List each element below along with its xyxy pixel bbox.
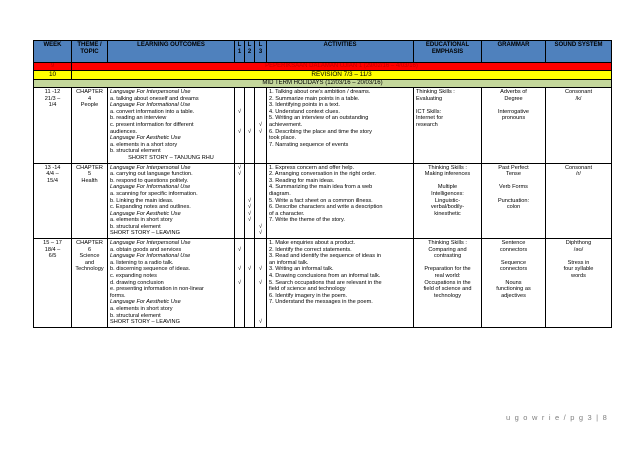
check-mark — [257, 273, 264, 280]
grammar-line: Adverbs of — [500, 89, 527, 95]
sound-cell — [546, 88, 612, 164]
emphasis-cell — [414, 163, 482, 239]
check-mark: √ — [247, 128, 252, 135]
outcome-line: b. discerning sequence of ideas. — [110, 266, 191, 273]
outcome-line: Language For Interpersonal Use — [110, 89, 191, 95]
outcome-line: b. structural element — [110, 312, 161, 319]
check-mark: √ — [237, 171, 242, 178]
check-mark: √ — [258, 128, 263, 135]
activity-line: 7. Narrating sequence of events — [269, 141, 349, 148]
week-cell — [34, 239, 72, 328]
activity-line: 1. Make enquiries about a product. — [269, 240, 356, 247]
holiday-row — [34, 80, 612, 88]
activity-line: 2. Summarize main points in a table. — [269, 95, 360, 102]
week-row — [34, 163, 612, 239]
activity-line: 4. Drawing conclusions from an informal talk. — [269, 273, 381, 280]
grammar-line: Past Perfect — [498, 164, 529, 171]
activity-line: an informal talk. — [269, 259, 309, 266]
header-activities: ACTIVITIES — [267, 41, 414, 63]
check-mark — [257, 191, 264, 198]
outcome-line: a. scanning for specific information. — [110, 190, 198, 197]
check-mark: √ — [258, 230, 263, 237]
week-cell — [34, 163, 72, 239]
activity-line: took place. — [269, 135, 297, 142]
check-mark — [237, 293, 242, 300]
sound-line: Consonant — [564, 164, 593, 171]
grammar-line: Sequence — [500, 259, 527, 266]
outcome-line: c. expanding notes — [110, 273, 157, 280]
check-mark — [237, 178, 242, 185]
activity-line: 4. Understand context clues. — [269, 108, 340, 115]
theme-cell — [72, 239, 108, 328]
outcome-line: b. structural element — [110, 148, 161, 155]
emphasis-line: Thinking Skills : — [428, 240, 467, 247]
sound-line: /r/ — [576, 171, 581, 178]
check-mark — [237, 102, 242, 109]
check-mark — [257, 204, 264, 211]
outcome-line: Language For Informational Use — [110, 253, 191, 260]
week-line: 13 -14 — [44, 164, 61, 171]
grammar-line: adjectives — [501, 292, 526, 299]
check-mark — [247, 319, 252, 326]
week-line: 11 -12 — [44, 89, 61, 95]
holiday-text: MID TERM HOLIDAYS (12/03/16 – 20/03/16) — [34, 80, 612, 88]
check-mark — [247, 102, 252, 109]
check-mark — [237, 122, 242, 129]
emphasis-line — [416, 260, 479, 267]
outcome-line: b. Linking the main ideas. — [110, 197, 174, 204]
grammar-line: functioning as — [496, 286, 531, 293]
emphasis-line: field of science and — [423, 286, 472, 293]
check-mark — [247, 224, 252, 231]
week-line: 21/3 – — [44, 95, 61, 102]
outcome-line: Language For Informational Use — [110, 102, 191, 109]
emphasis-line: Thinking Skills : — [416, 89, 455, 95]
outcome-line: a. carrying out language function. — [110, 171, 193, 178]
l3-cell — [255, 163, 267, 239]
outcome-line: b. respond to questions politely. — [110, 177, 189, 184]
header-l3: L 3 — [255, 41, 267, 63]
outcome-line: d. drawing conclusion — [110, 279, 164, 286]
grammar-line: colon — [506, 204, 521, 211]
theme-line: CHAPTER — [76, 89, 103, 95]
theme-line: Science — [79, 253, 100, 260]
check-mark: √ — [247, 210, 252, 217]
emphasis-line: Thinking Skills : — [428, 164, 467, 171]
check-mark — [237, 89, 242, 96]
emphasis-line: Intelligences: — [431, 190, 464, 197]
header-theme: THEME / TOPIC — [72, 41, 108, 63]
week-line: 1/4 — [48, 102, 57, 109]
week-row — [34, 88, 612, 164]
check-mark — [237, 191, 242, 198]
emphasis-cell — [414, 88, 482, 164]
check-mark — [257, 247, 264, 254]
exam-text: PEPERIKSAAN DALAMAN UJIAN 1 (29/02/16 – 4/03/16) — [72, 63, 612, 71]
emphasis-line: Making inferences — [424, 171, 471, 178]
outcome-line: a. talking about oneself and dreams — [110, 95, 199, 102]
check-mark — [237, 286, 242, 293]
grammar-cell — [482, 88, 546, 164]
sound-line: four syllable — [563, 266, 594, 273]
activity-line: 6. Identify imagery in the poem. — [269, 292, 348, 299]
check-mark: √ — [237, 279, 242, 286]
check-mark — [247, 184, 252, 191]
week-line: 6/5 — [48, 253, 57, 260]
theme-line: CHAPTER — [76, 164, 103, 171]
grammar-cell — [482, 163, 546, 239]
outcome-line: a. elements in short story — [110, 217, 173, 224]
check-mark: √ — [247, 204, 252, 211]
activity-line: 6. Describe characters and write a description — [269, 204, 383, 211]
check-mark: √ — [247, 266, 252, 273]
check-mark — [257, 171, 264, 178]
check-mark — [247, 253, 252, 260]
week-line: 18/4 – — [44, 246, 61, 253]
revision-row — [34, 71, 612, 80]
week-row — [34, 239, 612, 328]
activities-cell — [267, 239, 414, 328]
activity-line: 3. Read and identify the sequence of ideas in — [269, 253, 381, 260]
check-mark — [237, 319, 242, 326]
outcome-line: c. present information for different — [110, 121, 194, 128]
emphasis-line: Internet for — [416, 115, 444, 122]
check-mark — [257, 293, 264, 300]
check-mark — [237, 230, 242, 237]
outcome-line: Language For Aesthetic Use — [110, 299, 181, 306]
outcomes-cell — [108, 239, 235, 328]
sound-line: Stress in — [567, 259, 590, 266]
emphasis-line: Linguistic- — [434, 197, 461, 204]
header-l2: L 2 — [245, 41, 255, 63]
check-mark: √ — [237, 128, 242, 135]
grammar-line: Sentence — [501, 240, 526, 247]
header-l1: L 1 — [235, 41, 245, 63]
check-mark — [237, 299, 242, 306]
outcome-line: Language For Interpersonal Use — [110, 240, 191, 247]
check-mark — [247, 178, 252, 185]
check-mark — [257, 165, 264, 172]
grammar-line — [484, 178, 543, 185]
check-mark — [257, 178, 264, 185]
header-sound-system: SOUND SYSTEM — [546, 41, 612, 63]
outcome-line: a. obtain goods and services — [110, 246, 182, 253]
outcome-line: forms. — [110, 292, 126, 299]
l2-cell — [245, 239, 255, 328]
check-mark — [247, 240, 252, 247]
theme-line: 4 — [87, 95, 92, 102]
check-mark: √ — [247, 197, 252, 204]
outcome-line: a. elements in a short story — [110, 141, 178, 148]
check-mark — [237, 273, 242, 280]
check-mark: √ — [237, 108, 242, 115]
grammar-line — [484, 102, 543, 109]
emphasis-line: research — [416, 121, 438, 128]
grammar-cell — [482, 239, 546, 328]
sound-line: words — [571, 273, 586, 280]
revision-text: REVISION 7/3 – 11/3 — [72, 71, 612, 80]
grammar-line: Interrogative — [497, 108, 530, 115]
outcomes-cell — [108, 163, 235, 239]
check-mark — [257, 211, 264, 218]
activity-line: 3. Reading for main ideas. — [269, 177, 335, 184]
activities-cell — [267, 88, 414, 164]
sound-cell — [546, 163, 612, 239]
check-mark — [237, 240, 242, 247]
l1-cell — [235, 88, 245, 164]
theme-line: 6 — [87, 246, 92, 253]
outcome-line: SHORT STORY – LEAVING — [110, 230, 180, 237]
check-mark: √ — [258, 266, 263, 273]
week-line: 15/4 — [47, 177, 58, 184]
exam-row — [34, 63, 612, 71]
check-mark — [247, 306, 252, 313]
activity-line: achievement. — [269, 121, 303, 128]
theme-line: Health — [81, 177, 98, 184]
check-mark — [247, 165, 252, 172]
outcome-line: b. structural element — [110, 223, 161, 230]
check-mark — [237, 253, 242, 260]
l2-cell — [245, 88, 255, 164]
emphasis-line: Occupations in the — [424, 279, 471, 286]
check-mark — [237, 198, 242, 205]
emphasis-line: Evaluating — [416, 95, 443, 102]
check-mark — [257, 102, 264, 109]
check-mark: √ — [237, 266, 242, 273]
outcome-line: a. elements in short story — [110, 306, 173, 312]
check-mark: √ — [247, 217, 252, 224]
emphasis-line: contrasting — [433, 253, 462, 260]
outcome-line: Language For Interpersonal Use — [110, 164, 191, 171]
grammar-line: pronouns — [501, 115, 526, 122]
sound-line: Consonant — [564, 89, 593, 95]
l3-cell — [255, 239, 267, 328]
grammar-line: Tense — [506, 171, 521, 178]
sound-line: Diphthong — [565, 240, 592, 247]
check-mark — [247, 96, 252, 103]
check-mark — [257, 240, 264, 247]
outcome-line: c. Expanding notes and outlines. — [110, 204, 191, 211]
emphasis-line: ICT Skills: — [416, 108, 442, 115]
check-mark — [247, 230, 252, 237]
activity-line: 3. Identifying points in a text. — [269, 102, 340, 109]
sound-cell — [546, 239, 612, 328]
check-mark: √ — [258, 121, 263, 128]
grammar-line: Nouns — [505, 279, 522, 286]
activity-line: 1. Talking about one's ambition / dreams. — [269, 89, 371, 95]
header-educational-emphasis: EDUCATIONAL EMPHASIS — [414, 41, 482, 63]
emphasis-line: Comparing and — [428, 246, 467, 253]
grammar-line — [484, 253, 543, 260]
outcome-line: b. reading an interview — [110, 115, 167, 122]
week-line: 4/4 – — [46, 171, 59, 178]
activity-line: 1. Express concern and offer help. — [269, 164, 355, 171]
revision-week: 10 — [34, 71, 72, 80]
check-mark: √ — [258, 223, 263, 230]
scheme-of-work-table — [33, 40, 612, 328]
outcome-line: a. convert information into a table. — [110, 108, 195, 115]
activity-line: 2. Identify the correct statements. — [269, 246, 352, 253]
emphasis-line: Preparation for the — [424, 266, 471, 273]
activity-line: 7. Write the theme of the story. — [269, 217, 345, 224]
outcome-line: Language For Aesthetic Use — [110, 135, 181, 142]
week-line: 15 – 17 — [43, 240, 62, 247]
theme-line: CHAPTER — [76, 240, 103, 247]
grammar-line: Degree — [504, 95, 523, 102]
check-mark — [247, 89, 252, 96]
check-mark: √ — [237, 164, 242, 171]
header-grammar: GRAMMAR — [482, 41, 546, 63]
outcome-line: SHORT STORY – LEAVING — [110, 319, 180, 326]
check-mark — [257, 198, 264, 205]
check-mark — [237, 217, 242, 224]
theme-line: 5 — [87, 171, 92, 178]
check-mark — [237, 306, 242, 313]
check-mark — [257, 184, 264, 191]
l1-cell — [235, 239, 245, 328]
header-learning-outcomes: LEARNING OUTCOMES — [108, 41, 235, 63]
table-header-row — [34, 41, 612, 63]
check-mark — [257, 217, 264, 224]
activity-line: 4. Summarizing the main idea from a web — [269, 184, 373, 191]
activity-line: field of science and technology — [269, 286, 346, 293]
theme-line: Technology — [75, 266, 104, 273]
theme-line: and — [84, 259, 95, 266]
grammar-line — [484, 191, 543, 198]
emphasis-line: kinesthetic — [434, 210, 461, 217]
outcome-line: SHORT STORY – TANJUNG RHU — [128, 154, 214, 161]
l2-cell — [245, 163, 255, 239]
check-mark — [237, 204, 242, 211]
check-mark — [237, 211, 242, 218]
check-mark — [257, 89, 264, 96]
check-mark — [247, 313, 252, 320]
check-mark — [247, 273, 252, 280]
activities-cell — [267, 163, 414, 239]
check-mark — [257, 299, 264, 306]
check-mark — [237, 96, 242, 103]
check-mark — [247, 171, 252, 178]
exam-week: 9 — [34, 63, 72, 71]
emphasis-line: verbal/bodily- — [430, 204, 465, 211]
grammar-line — [484, 273, 543, 280]
check-mark — [257, 109, 264, 116]
emphasis-line — [416, 178, 479, 185]
check-mark — [247, 293, 252, 300]
check-mark: √ — [237, 246, 242, 253]
activity-line: 3. Writing an informal talk. — [269, 266, 334, 273]
grammar-line: Verb Forms — [499, 184, 528, 191]
check-mark — [237, 184, 242, 191]
header-week: WEEK — [34, 41, 72, 63]
outcomes-cell — [108, 88, 235, 164]
theme-line: People — [80, 102, 99, 109]
outcome-line: audiences. — [110, 128, 138, 135]
activity-line: diagram. — [269, 190, 291, 197]
check-mark — [247, 115, 252, 122]
grammar-line: Punctuation: — [497, 197, 530, 204]
check-mark — [247, 280, 252, 287]
check-mark — [247, 122, 252, 129]
check-mark — [247, 299, 252, 306]
outcome-line: Language For Aesthetic Use — [110, 210, 181, 217]
page-footer: u g o w r i e / p g 3 | 8 — [506, 413, 608, 422]
activity-line: 5. Write a fact sheet on a common illness. — [269, 197, 373, 204]
week-cell — [34, 88, 72, 164]
check-mark — [257, 253, 264, 260]
check-mark: √ — [258, 279, 263, 286]
check-mark — [237, 115, 242, 122]
check-mark — [247, 286, 252, 293]
check-mark — [257, 115, 264, 122]
theme-cell — [72, 88, 108, 164]
check-mark — [237, 313, 242, 320]
check-mark — [257, 286, 264, 293]
grammar-line: connectors — [499, 246, 528, 253]
outcome-line: a. listening to a radio talk. — [110, 259, 174, 266]
check-mark — [237, 224, 242, 231]
emphasis-line: technology — [433, 292, 462, 299]
activity-line: 6. Describing the place and time the story — [269, 128, 372, 135]
activity-line: 2. Arranging conversation in the right order. — [269, 171, 376, 178]
outcome-line: e. presenting information in non-linear — [110, 286, 204, 293]
emphasis-line — [416, 102, 479, 109]
activity-line: of a character. — [269, 210, 305, 217]
check-mark: √ — [258, 319, 263, 326]
activity-line: 7. Understand the messages in the poem. — [269, 299, 373, 306]
outcome-line: Language For Informational Use — [110, 184, 191, 191]
l1-cell — [235, 163, 245, 239]
check-mark — [257, 306, 264, 313]
emphasis-cell — [414, 239, 482, 328]
check-mark — [257, 96, 264, 103]
theme-cell — [72, 163, 108, 239]
sound-line — [548, 253, 609, 260]
l3-cell — [255, 88, 267, 164]
emphasis-line: Multiple — [437, 184, 458, 191]
grammar-line: connectors — [499, 266, 528, 273]
sound-line: /əʊ/ — [573, 246, 584, 253]
check-mark — [247, 109, 252, 116]
check-mark — [247, 191, 252, 198]
check-mark — [247, 247, 252, 254]
sound-line: /k/ — [575, 95, 582, 102]
activity-line: 5. Writing an interview of an outstanding — [269, 115, 369, 122]
emphasis-line: real world: — [434, 273, 461, 280]
activity-line: 5. Search occupations that are relevant in the — [269, 279, 382, 286]
